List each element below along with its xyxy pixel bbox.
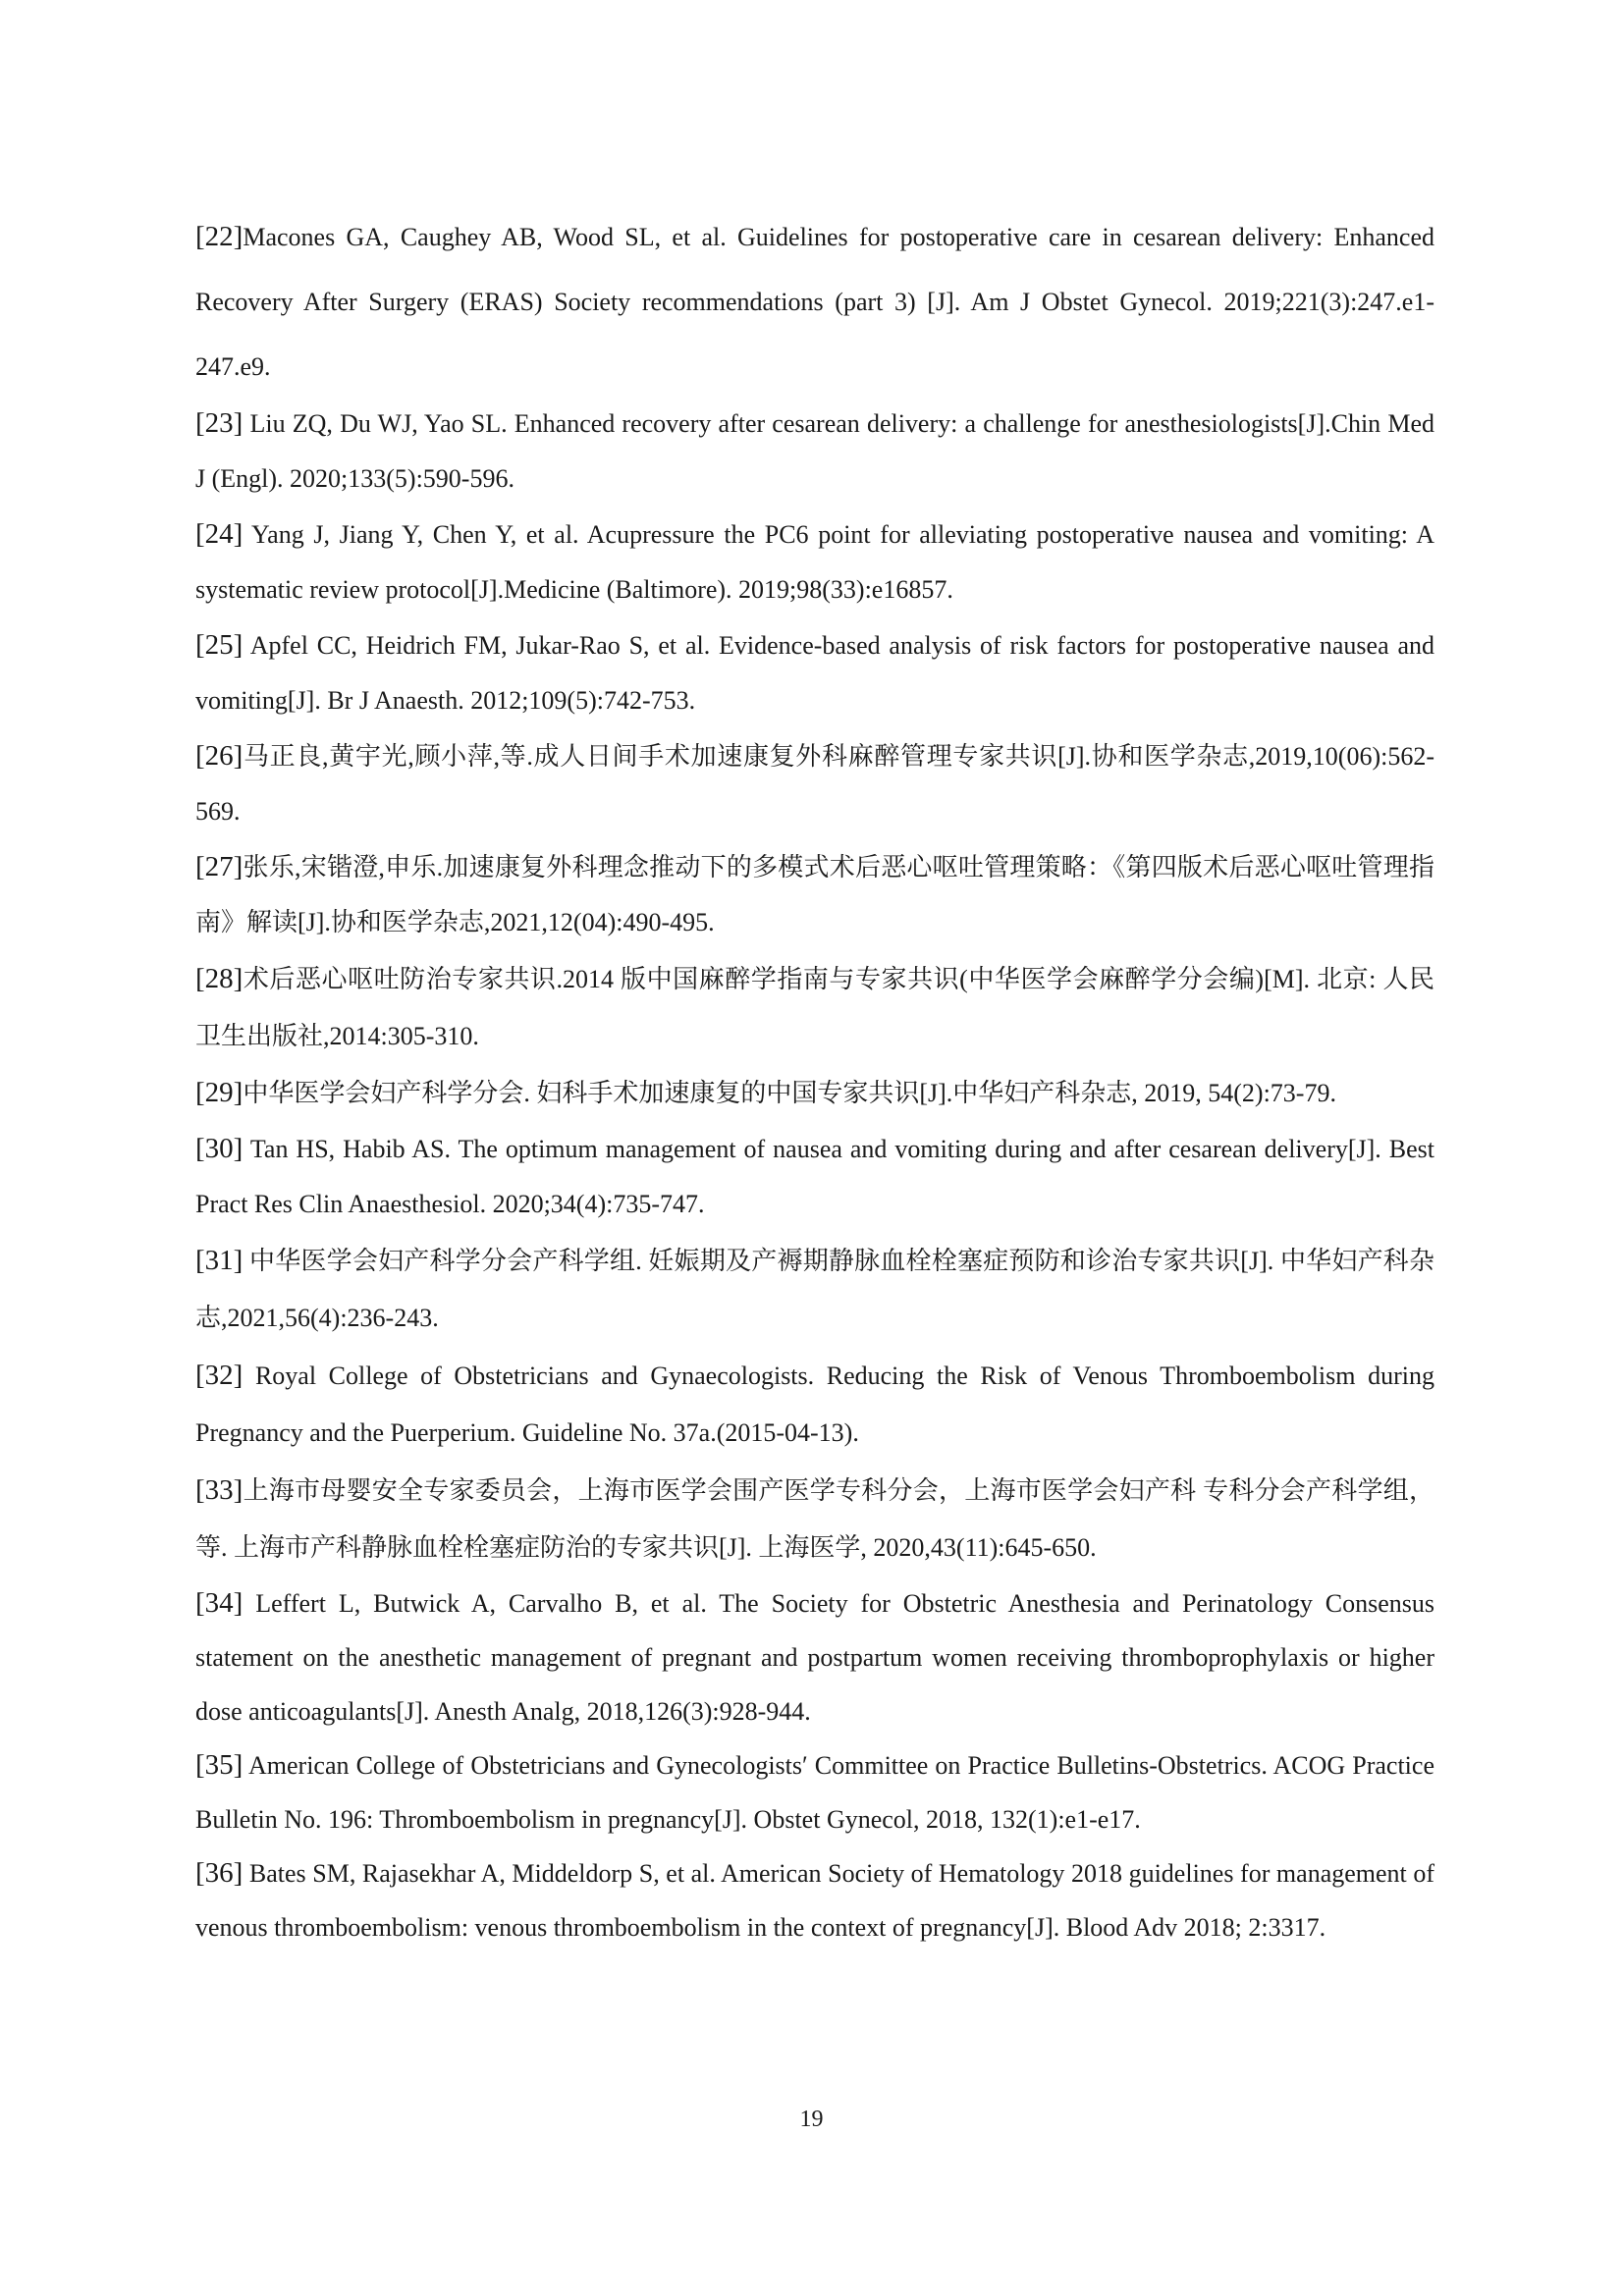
reference-number: [30] (195, 1133, 243, 1164)
reference-text: Liu ZQ, Du WJ, Yao SL. Enhanced recovery after cesarean delivery: a challenge for anesthesiologists[J].Chin Med J (Engl). 2020;133(5):590-596. (195, 409, 1434, 493)
reference-item-33 (195, 1462, 1434, 1576)
reference-item-32 (195, 1347, 1434, 1462)
reference-item-34 (195, 1576, 1434, 1738)
reference-number: [25] (195, 629, 243, 661)
reference-number: [27] (195, 851, 243, 882)
reference-number: [24] (195, 518, 243, 550)
reference-text: Leffert L, Butwick A, Carvalho B, et al. The Society for Obstetric Anesthesia and Perinatology Consensus statement on the anesthetic management of pregnant and postpartum women receiving thromboprophylaxis or higher dose anticoagulants[J]. Anesth Analg, 2018,126(3):928‑944. (195, 1589, 1434, 1726)
reference-item-24 (195, 507, 1434, 617)
reference-item-31 (195, 1232, 1434, 1347)
reference-number: [29] (195, 1077, 243, 1108)
reference-text: Royal College of Obstetricians and Gynaecologists. Reducing the Risk of Venous Thromboembolism during Pregnancy and the Puerperium. Guideline No. 37a.(2015-04-13). (195, 1362, 1434, 1447)
reference-text: 术后恶心呕吐防治专家共识.2014 版中国麻醉学指南与专家共识(中华医学会麻醉学分会编)[M]. 北京: 人民卫生出版社,2014:305-310. (195, 965, 1434, 1050)
page-number: 19 (799, 2107, 824, 2132)
reference-text: Yang J, Jiang Y, Chen Y, et al. Acupressure the PC6 point for alleviating postoperative nausea and vomiting: A systematic review protocol[J].Medicine (Baltimore). 2019;98(33):e16857. (195, 520, 1434, 604)
reference-number: [36] (195, 1857, 243, 1889)
reference-text: 张乐,宋锴澄,申乐.加速康复外科理念推动下的多模式术后恶心呕吐管理策略：《第四版术后恶心呕吐管理指南》解读[J].协和医学杂志,2021,12(04):490-495. (195, 853, 1434, 936)
reference-number: [23] (195, 407, 243, 439)
reference-item-28 (195, 950, 1434, 1065)
reference-item-30 (195, 1121, 1434, 1232)
reference-number: [32] (195, 1360, 243, 1391)
reference-number: [35] (195, 1749, 243, 1781)
reference-text: 上海市母婴安全专家委员会，上海市医学会围产医学专科分会，上海市医学会妇产科 专科分会产科学组，等. 上海市产科静脉血栓栓塞症防治的专家共识[J]. 上海医学, 2020,43(11):645-650. (195, 1476, 1434, 1562)
reference-text: Macones GA, Caughey AB, Wood SL, et al. Guidelines for postoperative care in cesarean delivery: Enhanced Recovery After Surgery (ERAS) Society recommendations (part 3) [J]. Am J Obstet Gynecol. 2019;221(3):247.e1-247.e9. (195, 223, 1434, 381)
reference-item-26 (195, 728, 1434, 839)
reference-item-35 (195, 1738, 1434, 1846)
reference-text: Bates SM, Rajasekhar A, Middeldorp S, et al. American Society of Hematology 2018 guidelines for management of venous thromboembolism: venous thromboembolism in the context of pregnancy[J]. Blood Adv 2018; 2:3317. (195, 1859, 1434, 1942)
reference-item-36 (195, 1846, 1434, 1954)
reference-list (195, 204, 1434, 1954)
reference-text: 马正良,黄宇光,顾小萍,等.成人日间手术加速康复外科麻醉管理专家共识[J].协和医学杂志,2019,10(06):562-569. (195, 742, 1434, 826)
reference-item-29 (195, 1065, 1434, 1121)
reference-item-22 (195, 204, 1434, 400)
reference-text: 中华医学会妇产科学分会产科学组. 妊娠期及产褥期静脉血栓栓塞症预防和诊治专家共识[J]. 中华妇产科杂志,2021,56(4):236-243. (195, 1247, 1434, 1332)
reference-number: [33] (195, 1474, 243, 1506)
reference-text: Apfel CC, Heidrich FM, Jukar-Rao S, et al. Evidence-based analysis of risk factors for postoperative nausea and vomiting[J]. Br J Anaesth. 2012;109(5):742-753. (195, 631, 1434, 715)
reference-number: [31] (195, 1245, 243, 1276)
reference-number: [34] (195, 1587, 243, 1619)
reference-item-27 (195, 839, 1434, 950)
reference-item-25 (195, 617, 1434, 728)
reference-number: [28] (195, 963, 243, 994)
reference-item-23 (195, 396, 1434, 507)
reference-text: Tan HS, Habib AS. The optimum management of nausea and vomiting during and after cesarean delivery[J]. Best Pract Res Clin Anaesthesiol. 2020;34(4):735-747. (195, 1135, 1434, 1218)
reference-text: American College of Obstetricians and Gynecologists′ Committee on Practice Bulletins-Obstetrics. ACOG Practice Bulletin No. 196: Thromboembolism in pregnancy[J]. Obstet Gynecol, 2018, 132(1):e1‑e17. (195, 1751, 1434, 1834)
reference-text: 中华医学会妇产科学分会. 妇科手术加速康复的中国专家共识[J].中华妇产科杂志, 2019, 54(2):73-79. (243, 1079, 1336, 1107)
reference-number: [22] (195, 221, 243, 252)
reference-number: [26] (195, 740, 243, 772)
